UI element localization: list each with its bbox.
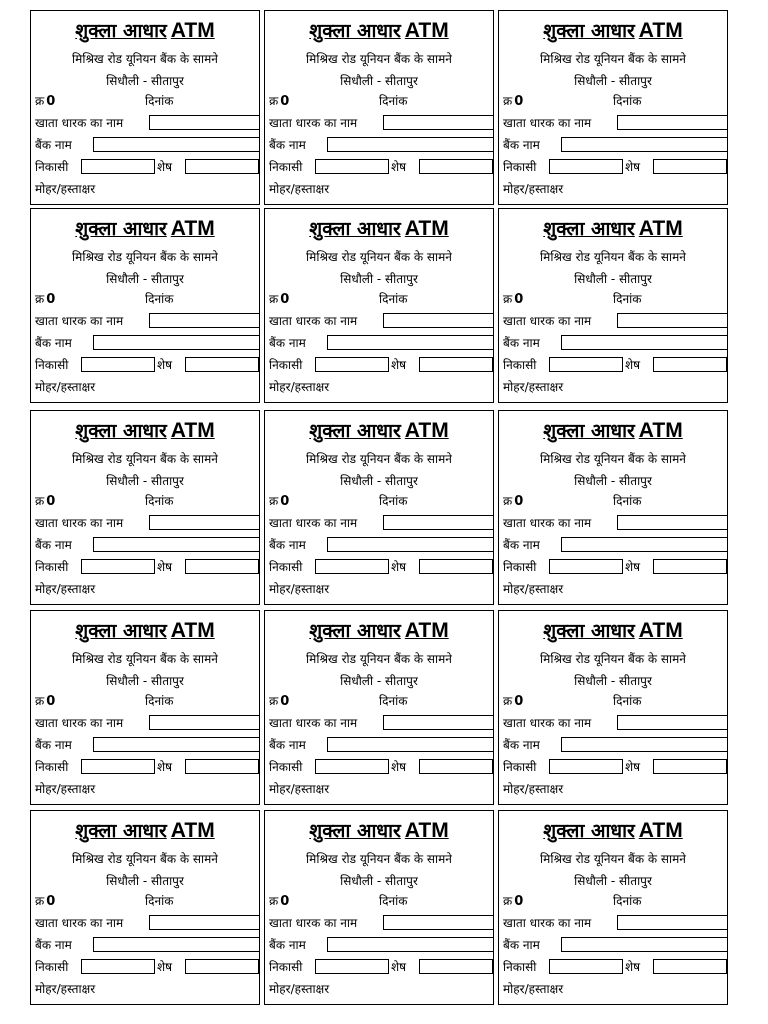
serial-number: 0: [46, 494, 56, 509]
withdrawal-label: निकासी: [503, 160, 537, 174]
serial-row: [269, 494, 289, 509]
serial-number: 0: [280, 292, 290, 307]
serial-label: क्र: [35, 694, 45, 708]
address-line-2: सिधौली - सीतापुर: [340, 874, 418, 888]
account-holder-label: खाता धारक का नाम: [269, 116, 358, 130]
slip-title: [31, 417, 259, 443]
bank-name-label: बैंक नाम: [503, 738, 540, 752]
withdrawal-label: निकासी: [269, 960, 303, 974]
bank-name-label: बैंक नाम: [503, 138, 540, 152]
slip-title-hindi: शुक्ला आधार: [543, 20, 635, 42]
account-holder-label: खाता धारक का नाम: [503, 314, 592, 328]
address-line-1: मिश्रिख रोड यूनियन बैंक के सामने: [72, 852, 218, 866]
slip-title-hindi: शुक्ला आधार: [75, 820, 167, 842]
account-holder-field[interactable]: [149, 313, 260, 328]
slip-title-atm: ATM: [638, 19, 683, 42]
slip-sheet: [30, 10, 730, 1010]
account-holder-field[interactable]: [617, 915, 728, 930]
account-holder-field[interactable]: [383, 915, 494, 930]
account-holder-label: खाता धारक का नाम: [35, 916, 124, 930]
atm-slip: [264, 810, 494, 1005]
slip-title-atm: ATM: [404, 619, 449, 642]
date-label: दिनांक: [145, 694, 174, 708]
serial-label: क्र: [35, 292, 45, 306]
balance-field[interactable]: [653, 559, 727, 574]
bank-name-label: बैंक नाम: [269, 138, 306, 152]
bank-name-field[interactable]: [93, 137, 260, 152]
slip-title: [499, 17, 727, 43]
address-line-2: सिधौली - सीतापुर: [574, 74, 652, 88]
slip-title-atm: ATM: [170, 19, 215, 42]
balance-field[interactable]: [419, 357, 493, 372]
slip-title-atm: ATM: [404, 217, 449, 240]
bank-name-label: बैंक नाम: [35, 738, 72, 752]
withdrawal-label: निकासी: [35, 760, 69, 774]
bank-name-label: बैंक नाम: [35, 938, 72, 952]
address-line-1: मिश्रिख रोड यूनियन बैंक के सामने: [306, 452, 452, 466]
balance-label: शेष: [625, 960, 641, 974]
bank-name-field[interactable]: [327, 737, 494, 752]
balance-field[interactable]: [185, 559, 259, 574]
account-holder-label: खाता धारक का नाम: [503, 716, 592, 730]
date-label: दिनांक: [145, 894, 174, 908]
seal-signature-label: मोहर/हस्ताक्षर: [269, 182, 330, 196]
balance-label: शेष: [157, 358, 173, 372]
serial-label: क्र: [503, 494, 513, 508]
seal-signature-label: मोहर/हस्ताक्षर: [269, 782, 330, 796]
withdrawal-field[interactable]: [81, 357, 155, 372]
address-line-1: मिश्रिख रोड यूनियन बैंक के सामने: [540, 852, 686, 866]
bank-name-field[interactable]: [93, 537, 260, 552]
date-label: दिनांक: [145, 494, 174, 508]
address-line-2: सिधौली - सीतापुर: [574, 674, 652, 688]
address-line-2: सिधौली - सीतापुर: [106, 874, 184, 888]
address-line-1: मिश्रिख रोड यूनियन बैंक के सामने: [540, 250, 686, 264]
slip-title-atm: ATM: [170, 419, 215, 442]
serial-number: 0: [514, 292, 524, 307]
account-holder-field[interactable]: [617, 715, 728, 730]
address-line-2: सिधौली - सीतापुर: [340, 272, 418, 286]
bank-name-label: बैंक नाम: [503, 538, 540, 552]
address-line-2: सिधौली - सीतापुर: [574, 474, 652, 488]
balance-label: शेष: [625, 160, 641, 174]
bank-name-field[interactable]: [561, 335, 728, 350]
serial-label: क्र: [503, 94, 513, 108]
balance-field[interactable]: [419, 559, 493, 574]
slip-title-atm: ATM: [170, 819, 215, 842]
address-line-2: सिधौली - सीतापुर: [106, 674, 184, 688]
slip-title-hindi: शुक्ला आधार: [75, 218, 167, 240]
date-label: दिनांक: [379, 292, 408, 306]
account-holder-field[interactable]: [383, 313, 494, 328]
serial-row: [35, 292, 55, 307]
slip-title-atm: ATM: [170, 217, 215, 240]
withdrawal-label: निकासी: [269, 160, 303, 174]
balance-field[interactable]: [653, 759, 727, 774]
slip-title-atm: ATM: [170, 619, 215, 642]
slip-title-hindi: शुक्ला आधार: [309, 420, 401, 442]
seal-signature-label: मोहर/हस्ताक्षर: [35, 182, 96, 196]
withdrawal-field[interactable]: [315, 759, 389, 774]
serial-row: [35, 94, 55, 109]
withdrawal-label: निकासी: [269, 358, 303, 372]
serial-label: क्र: [269, 292, 279, 306]
slip-title: [265, 817, 493, 843]
balance-label: शेष: [625, 358, 641, 372]
serial-label: क्र: [503, 292, 513, 306]
bank-name-label: बैंक नाम: [269, 336, 306, 350]
slip-title: [265, 617, 493, 643]
account-holder-field[interactable]: [617, 515, 728, 530]
slip-title: [499, 817, 727, 843]
address-line-1: मिश्रिख रोड यूनियन बैंक के सामने: [540, 652, 686, 666]
withdrawal-label: निकासी: [503, 760, 537, 774]
account-holder-label: खाता धारक का नाम: [35, 116, 124, 130]
date-label: दिनांक: [613, 894, 642, 908]
serial-label: क्र: [269, 494, 279, 508]
slip-title-hindi: शुक्ला आधार: [75, 420, 167, 442]
serial-label: क्र: [503, 694, 513, 708]
bank-name-label: बैंक नाम: [503, 938, 540, 952]
serial-row: [269, 292, 289, 307]
address-line-1: मिश्रिख रोड यूनियन बैंक के सामने: [540, 452, 686, 466]
address-line-1: मिश्रिख रोड यूनियन बैंक के सामने: [306, 52, 452, 66]
bank-name-label: बैंक नाम: [269, 738, 306, 752]
account-holder-field[interactable]: [383, 715, 494, 730]
account-holder-label: खाता धारक का नाम: [269, 716, 358, 730]
atm-slip: [498, 10, 728, 205]
atm-slip: [498, 810, 728, 1005]
bank-name-field[interactable]: [561, 137, 728, 152]
date-label: दिनांक: [613, 292, 642, 306]
balance-label: शेष: [157, 560, 173, 574]
serial-row: [269, 694, 289, 709]
serial-label: क्र: [269, 894, 279, 908]
account-holder-field[interactable]: [149, 115, 260, 130]
atm-slip: [264, 208, 494, 403]
withdrawal-field[interactable]: [81, 559, 155, 574]
serial-number: 0: [514, 94, 524, 109]
withdrawal-field[interactable]: [315, 559, 389, 574]
atm-slip: [30, 410, 260, 605]
atm-slip: [30, 610, 260, 805]
slip-title-hindi: शुक्ला आधार: [309, 820, 401, 842]
account-holder-label: खाता धारक का नाम: [269, 314, 358, 328]
slip-title: [31, 215, 259, 241]
seal-signature-label: मोहर/हस्ताक्षर: [503, 782, 564, 796]
serial-number: 0: [46, 894, 56, 909]
seal-signature-label: मोहर/हस्ताक्षर: [35, 782, 96, 796]
bank-name-label: बैंक नाम: [503, 336, 540, 350]
account-holder-field[interactable]: [383, 515, 494, 530]
bank-name-field[interactable]: [561, 937, 728, 952]
account-holder-field[interactable]: [149, 515, 260, 530]
serial-number: 0: [514, 694, 524, 709]
address-line-1: मिश्रिख रोड यूनियन बैंक के सामने: [306, 250, 452, 264]
serial-row: [35, 894, 55, 909]
slip-title-hindi: शुक्ला आधार: [309, 620, 401, 642]
withdrawal-field[interactable]: [549, 357, 623, 372]
bank-name-label: बैंक नाम: [35, 138, 72, 152]
serial-row: [269, 894, 289, 909]
slip-title: [499, 617, 727, 643]
account-holder-field[interactable]: [617, 115, 728, 130]
seal-signature-label: मोहर/हस्ताक्षर: [35, 380, 96, 394]
serial-row: [503, 694, 523, 709]
slip-title: [265, 17, 493, 43]
slip-title: [31, 17, 259, 43]
address-line-1: मिश्रिख रोड यूनियन बैंक के सामने: [72, 652, 218, 666]
balance-label: शेष: [391, 160, 407, 174]
balance-field[interactable]: [419, 759, 493, 774]
account-holder-label: खाता धारक का नाम: [269, 916, 358, 930]
slip-title-hindi: शुक्ला आधार: [543, 420, 635, 442]
withdrawal-label: निकासी: [35, 960, 69, 974]
serial-row: [35, 494, 55, 509]
withdrawal-label: निकासी: [35, 560, 69, 574]
slip-title-hindi: शुक्ला आधार: [309, 218, 401, 240]
bank-name-label: बैंक नाम: [269, 938, 306, 952]
account-holder-label: खाता धारक का नाम: [503, 116, 592, 130]
serial-label: क्र: [269, 94, 279, 108]
balance-label: शेष: [391, 960, 407, 974]
account-holder-label: खाता धारक का नाम: [35, 516, 124, 530]
slip-title: [31, 817, 259, 843]
account-holder-label: खाता धारक का नाम: [503, 516, 592, 530]
withdrawal-field[interactable]: [549, 159, 623, 174]
serial-row: [503, 292, 523, 307]
withdrawal-label: निकासी: [503, 960, 537, 974]
seal-signature-label: मोहर/हस्ताक्षर: [503, 982, 564, 996]
seal-signature-label: मोहर/हस्ताक्षर: [269, 582, 330, 596]
serial-number: 0: [514, 894, 524, 909]
seal-signature-label: मोहर/हस्ताक्षर: [35, 982, 96, 996]
serial-number: 0: [46, 94, 56, 109]
balance-label: शेष: [391, 560, 407, 574]
atm-slip: [30, 10, 260, 205]
bank-name-field[interactable]: [327, 335, 494, 350]
slip-title-atm: ATM: [404, 819, 449, 842]
withdrawal-field[interactable]: [81, 959, 155, 974]
balance-label: शेष: [157, 760, 173, 774]
slip-title-atm: ATM: [638, 217, 683, 240]
balance-label: शेष: [625, 760, 641, 774]
date-label: दिनांक: [379, 94, 408, 108]
balance-field[interactable]: [185, 357, 259, 372]
seal-signature-label: मोहर/हस्ताक्षर: [269, 982, 330, 996]
bank-name-field[interactable]: [327, 937, 494, 952]
balance-field[interactable]: [653, 159, 727, 174]
withdrawal-field[interactable]: [549, 559, 623, 574]
slip-title-atm: ATM: [638, 819, 683, 842]
balance-field[interactable]: [419, 159, 493, 174]
account-holder-label: खाता धारक का नाम: [35, 314, 124, 328]
withdrawal-field[interactable]: [549, 959, 623, 974]
balance-field[interactable]: [185, 759, 259, 774]
withdrawal-label: निकासी: [35, 358, 69, 372]
serial-row: [269, 94, 289, 109]
account-holder-field[interactable]: [149, 915, 260, 930]
atm-slip: [498, 208, 728, 403]
withdrawal-field[interactable]: [81, 759, 155, 774]
address-line-2: सिधौली - सीतापुर: [340, 74, 418, 88]
serial-number: 0: [46, 292, 56, 307]
balance-field[interactable]: [185, 959, 259, 974]
bank-name-field[interactable]: [93, 737, 260, 752]
date-label: दिनांक: [379, 694, 408, 708]
date-label: दिनांक: [145, 292, 174, 306]
address-line-1: मिश्रिख रोड यूनियन बैंक के सामने: [72, 52, 218, 66]
withdrawal-label: निकासी: [503, 560, 537, 574]
balance-label: शेष: [157, 160, 173, 174]
serial-number: 0: [280, 494, 290, 509]
account-holder-label: खाता धारक का नाम: [35, 716, 124, 730]
slip-title-atm: ATM: [404, 419, 449, 442]
account-holder-field[interactable]: [383, 115, 494, 130]
atm-slip: [264, 410, 494, 605]
atm-slip: [30, 810, 260, 1005]
balance-field[interactable]: [185, 159, 259, 174]
address-line-2: सिधौली - सीतापुर: [106, 74, 184, 88]
address-line-1: मिश्रिख रोड यूनियन बैंक के सामने: [72, 250, 218, 264]
withdrawal-field[interactable]: [81, 159, 155, 174]
seal-signature-label: मोहर/हस्ताक्षर: [503, 380, 564, 394]
serial-number: 0: [46, 694, 56, 709]
atm-slip: [264, 10, 494, 205]
withdrawal-label: निकासी: [503, 358, 537, 372]
address-line-2: सिधौली - सीतापुर: [106, 474, 184, 488]
seal-signature-label: मोहर/हस्ताक्षर: [269, 380, 330, 394]
withdrawal-label: निकासी: [269, 560, 303, 574]
bank-name-field[interactable]: [327, 537, 494, 552]
account-holder-label: खाता धारक का नाम: [269, 516, 358, 530]
slip-title-hindi: शुक्ला आधार: [75, 620, 167, 642]
serial-row: [503, 494, 523, 509]
slip-title: [499, 417, 727, 443]
date-label: दिनांक: [379, 494, 408, 508]
date-label: दिनांक: [613, 494, 642, 508]
account-holder-field[interactable]: [149, 715, 260, 730]
atm-slip: [30, 208, 260, 403]
date-label: दिनांक: [613, 94, 642, 108]
balance-label: शेष: [625, 560, 641, 574]
seal-signature-label: मोहर/हस्ताक्षर: [35, 582, 96, 596]
balance-label: शेष: [391, 358, 407, 372]
date-label: दिनांक: [379, 894, 408, 908]
balance-field[interactable]: [419, 959, 493, 974]
bank-name-field[interactable]: [327, 137, 494, 152]
address-line-1: मिश्रिख रोड यूनियन बैंक के सामने: [306, 652, 452, 666]
atm-slip: [498, 610, 728, 805]
withdrawal-label: निकासी: [269, 760, 303, 774]
slip-title-atm: ATM: [404, 19, 449, 42]
bank-name-label: बैंक नाम: [269, 538, 306, 552]
address-line-1: मिश्रिख रोड यूनियन बैंक के सामने: [306, 852, 452, 866]
account-holder-label: खाता धारक का नाम: [503, 916, 592, 930]
seal-signature-label: मोहर/हस्ताक्षर: [503, 582, 564, 596]
withdrawal-label: निकासी: [35, 160, 69, 174]
bank-name-label: बैंक नाम: [35, 336, 72, 350]
serial-number: 0: [514, 494, 524, 509]
balance-label: शेष: [157, 960, 173, 974]
serial-row: [503, 894, 523, 909]
address-line-1: मिश्रिख रोड यूनियन बैंक के सामने: [72, 452, 218, 466]
account-holder-field[interactable]: [617, 313, 728, 328]
serial-number: 0: [280, 694, 290, 709]
slip-title-hindi: शुक्ला आधार: [309, 20, 401, 42]
bank-name-field[interactable]: [561, 737, 728, 752]
balance-field[interactable]: [653, 959, 727, 974]
serial-label: क्र: [503, 894, 513, 908]
serial-row: [503, 94, 523, 109]
atm-slip: [264, 610, 494, 805]
atm-slip: [498, 410, 728, 605]
withdrawal-field[interactable]: [315, 357, 389, 372]
withdrawal-field[interactable]: [315, 959, 389, 974]
date-label: दिनांक: [145, 94, 174, 108]
withdrawal-field[interactable]: [315, 159, 389, 174]
serial-row: [35, 694, 55, 709]
address-line-2: सिधौली - सीतापुर: [340, 674, 418, 688]
slip-title-hindi: शुक्ला आधार: [543, 218, 635, 240]
address-line-2: सिधौली - सीतापुर: [574, 272, 652, 286]
slip-title: [265, 417, 493, 443]
slip-title-hindi: शुक्ला आधार: [543, 620, 635, 642]
slip-title-atm: ATM: [638, 419, 683, 442]
bank-name-field[interactable]: [561, 537, 728, 552]
balance-label: शेष: [391, 760, 407, 774]
seal-signature-label: मोहर/हस्ताक्षर: [503, 182, 564, 196]
serial-label: क्र: [35, 494, 45, 508]
slip-title-atm: ATM: [638, 619, 683, 642]
address-line-2: सिधौली - सीतापुर: [340, 474, 418, 488]
slip-title-hindi: शुक्ला आधार: [75, 20, 167, 42]
address-line-2: सिधौली - सीतापुर: [106, 272, 184, 286]
serial-label: क्र: [35, 94, 45, 108]
serial-label: क्र: [269, 694, 279, 708]
slip-title: [499, 215, 727, 241]
bank-name-field[interactable]: [93, 335, 260, 350]
slip-title: [265, 215, 493, 241]
slip-title-hindi: शुक्ला आधार: [543, 820, 635, 842]
serial-label: क्र: [35, 894, 45, 908]
bank-name-field[interactable]: [93, 937, 260, 952]
balance-field[interactable]: [653, 357, 727, 372]
date-label: दिनांक: [613, 694, 642, 708]
address-line-2: सिधौली - सीतापुर: [574, 874, 652, 888]
serial-number: 0: [280, 894, 290, 909]
serial-number: 0: [280, 94, 290, 109]
slip-title: [31, 617, 259, 643]
bank-name-label: बैंक नाम: [35, 538, 72, 552]
withdrawal-field[interactable]: [549, 759, 623, 774]
address-line-1: मिश्रिख रोड यूनियन बैंक के सामने: [540, 52, 686, 66]
